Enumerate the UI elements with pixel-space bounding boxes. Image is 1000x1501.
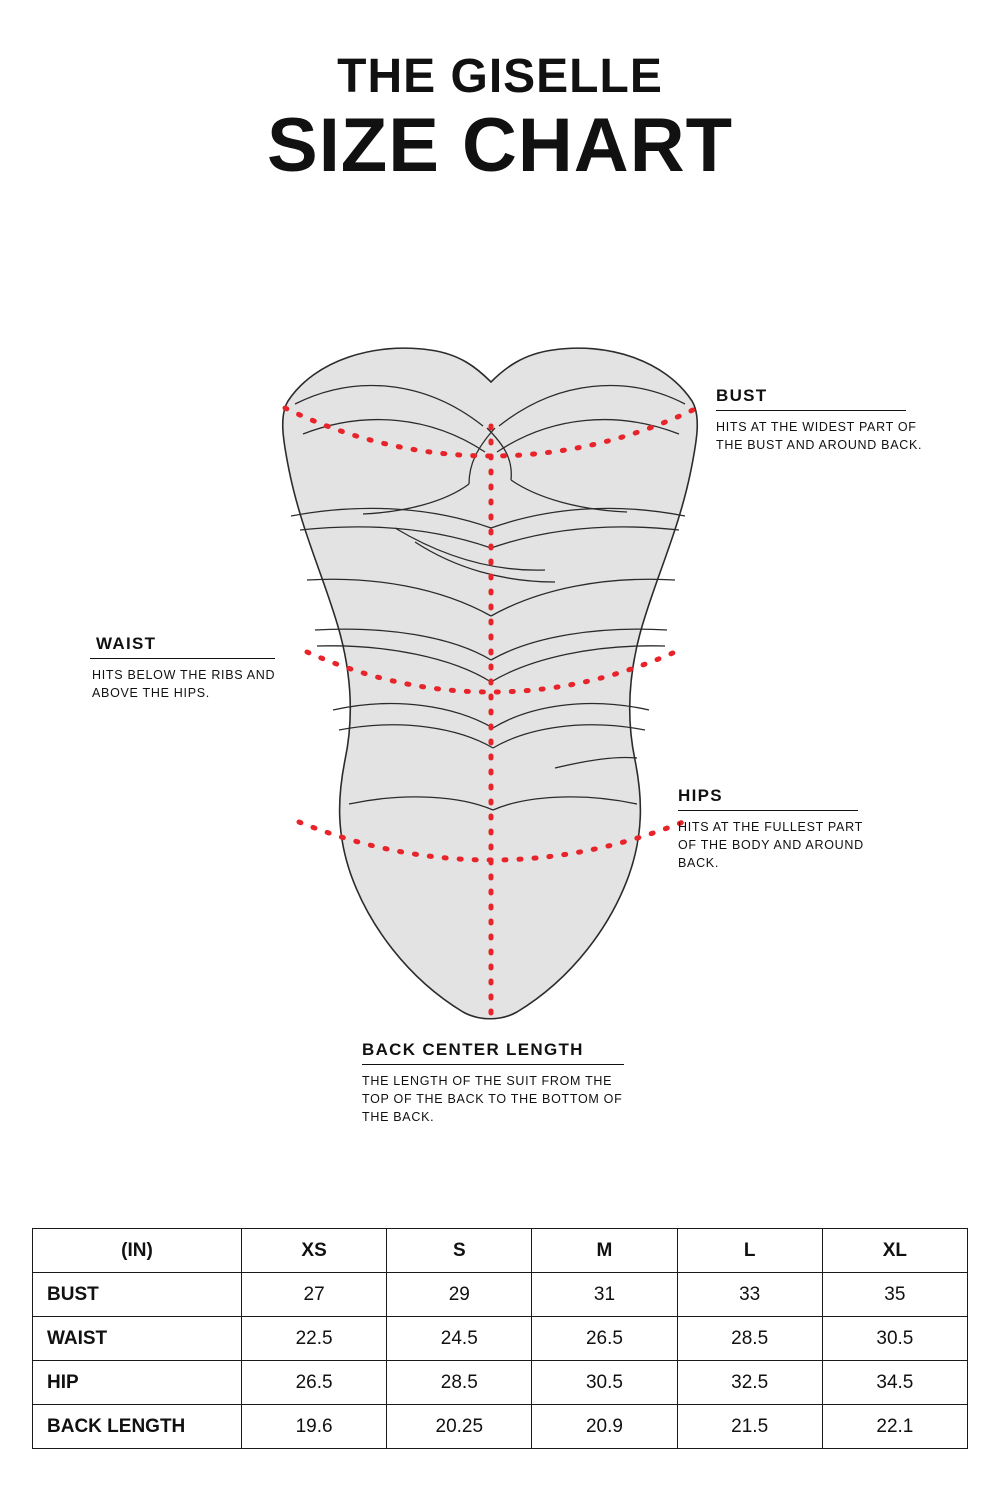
callout-waist	[90, 634, 290, 702]
callout-waist-title: WAIST	[96, 634, 157, 653]
title-line-1: THE GISELLE	[337, 50, 663, 103]
cell-bust-s: 29	[387, 1273, 532, 1317]
callout-bust-rule	[716, 410, 906, 411]
callout-back-center-length-rule	[362, 1064, 624, 1065]
cell-waist-xs: 22.5	[242, 1317, 387, 1361]
cell-bust-xl: 35	[822, 1273, 967, 1317]
callout-bust-description: HITS AT THE WIDEST PART OF THE BUST AND AROUND BACK.	[716, 420, 923, 453]
table-row	[33, 1273, 968, 1317]
page-title	[0, 50, 1000, 189]
cell-hip-l: 32.5	[677, 1361, 822, 1405]
callout-bust-title: BUST	[716, 386, 768, 405]
cell-bust-l: 33	[677, 1273, 822, 1317]
table-header-l: L	[677, 1229, 822, 1273]
callout-back-center-length-description: THE LENGTH OF THE SUIT FROM THE TOP OF THE BACK TO THE BOTTOM OF THE BACK.	[362, 1074, 623, 1125]
cell-bust-xs: 27	[242, 1273, 387, 1317]
table-header-m: M	[532, 1229, 677, 1273]
title-line-2: SIZE CHART	[267, 103, 733, 189]
cell-back-length-s: 20.25	[387, 1405, 532, 1449]
size-chart-table	[32, 1228, 968, 1449]
row-label-bust: BUST	[33, 1273, 242, 1317]
table-header-row	[33, 1229, 968, 1273]
swimsuit-illustration	[255, 330, 725, 1030]
callout-hips-description: HITS AT THE FULLEST PART OF THE BODY AND AROUND BACK.	[678, 820, 864, 871]
cell-back-length-xl: 22.1	[822, 1405, 967, 1449]
cell-back-length-l: 21.5	[677, 1405, 822, 1449]
cell-back-length-xs: 19.6	[242, 1405, 387, 1449]
cell-back-length-m: 20.9	[532, 1405, 677, 1449]
table-row	[33, 1361, 968, 1405]
cell-waist-m: 26.5	[532, 1317, 677, 1361]
callout-waist-rule	[90, 658, 275, 659]
row-label-hip: HIP	[33, 1361, 242, 1405]
table-header-xs: XS	[242, 1229, 387, 1273]
table-header-xl: XL	[822, 1229, 967, 1273]
callout-back-center-length-title: BACK CENTER LENGTH	[362, 1040, 584, 1059]
row-label-waist: WAIST	[33, 1317, 242, 1361]
callout-bust	[716, 386, 931, 454]
callout-back-center-length	[362, 1040, 632, 1126]
table-row	[33, 1317, 968, 1361]
callout-hips-title: HIPS	[678, 786, 723, 805]
cell-waist-xl: 30.5	[822, 1317, 967, 1361]
table-header-s: S	[387, 1229, 532, 1273]
cell-hip-xl: 34.5	[822, 1361, 967, 1405]
cell-hip-m: 30.5	[532, 1361, 677, 1405]
cell-hip-s: 28.5	[387, 1361, 532, 1405]
cell-waist-l: 28.5	[677, 1317, 822, 1361]
cell-waist-s: 24.5	[387, 1317, 532, 1361]
table-row	[33, 1405, 968, 1449]
cell-bust-m: 31	[532, 1273, 677, 1317]
table-header-unit: (IN)	[33, 1229, 242, 1273]
row-label-back-length: BACK LENGTH	[33, 1405, 242, 1449]
callout-hips	[678, 786, 878, 872]
callout-hips-rule	[678, 810, 858, 811]
callout-waist-description: HITS BELOW THE RIBS AND ABOVE THE HIPS.	[92, 668, 276, 701]
cell-hip-xs: 26.5	[242, 1361, 387, 1405]
